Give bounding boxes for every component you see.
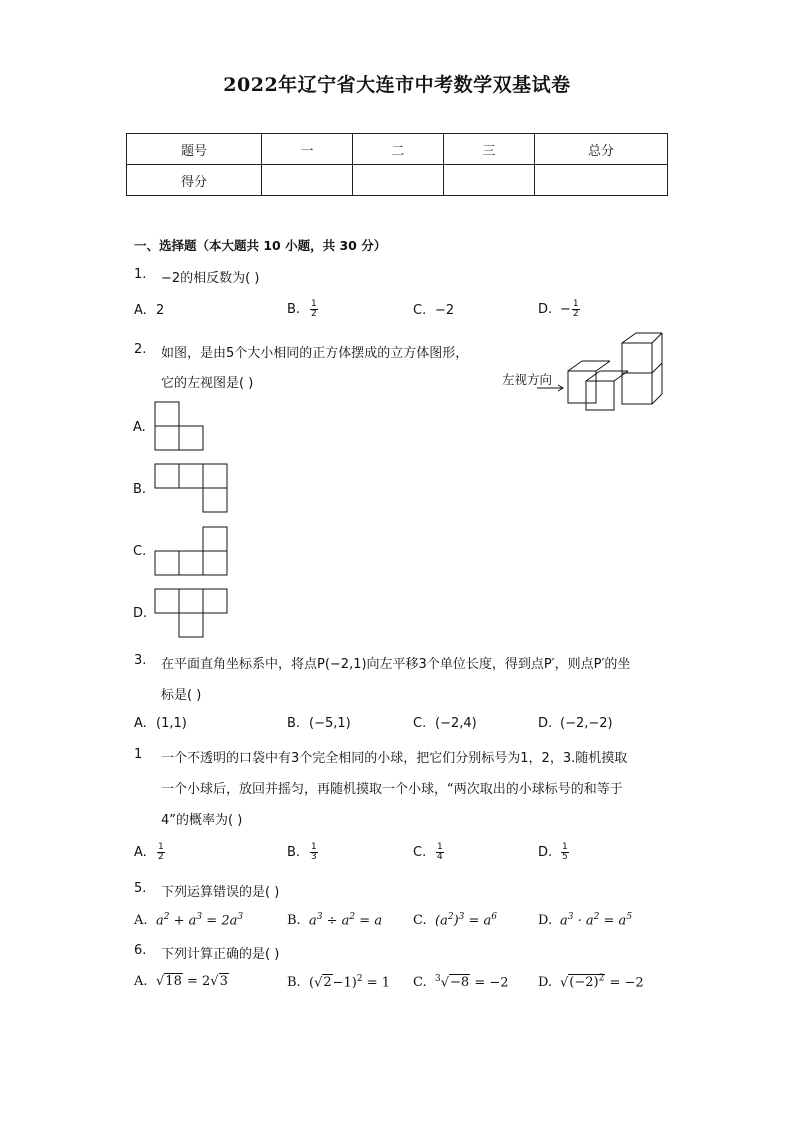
question-stem: −2的相反数为( ) [161, 271, 260, 286]
section-heading: 一、选择题（本大题共 10 小题，共 30 分） [134, 238, 387, 253]
minus-sign: − [560, 302, 571, 317]
option-label: C. [413, 716, 427, 731]
option-value: (−2,4) [435, 716, 477, 731]
fraction: $\frac{1}{2}$ [572, 299, 579, 319]
question-stem: 下列计算正确的是( ) [161, 947, 280, 962]
option-b [287, 843, 319, 862]
option-d [538, 843, 570, 862]
option-a: A. √18 = 2√3 [134, 974, 228, 989]
option-label: D. [538, 302, 553, 317]
option-label: A. [133, 420, 146, 435]
score-header-cell: 题号 [127, 134, 262, 165]
question-number: 6. [134, 943, 147, 958]
option-c: C. $^3$√−8 = −2 [413, 974, 509, 991]
direction-label: 左视方向 [502, 372, 553, 387]
option-c [413, 716, 477, 731]
option-label: D. [538, 913, 553, 929]
question-number: 2. [134, 342, 147, 357]
fraction: $\frac{1}{2}$ [158, 842, 164, 862]
option-label: B. [287, 716, 301, 731]
page-title: 2022年辽宁省大连市中考数学双基试卷 [223, 74, 571, 96]
option-a: A. $a^2 + a^3 = 2a^3$ [134, 912, 244, 929]
option-label: B. [287, 302, 301, 317]
option-label: A. [134, 303, 147, 318]
option-label: B. [287, 975, 301, 991]
option-label: D. [133, 606, 148, 621]
option-c: C. $(a^2)^3 = a^6$ [413, 912, 498, 929]
fraction: $\frac{1}{2}$ [311, 299, 317, 319]
option-value: (1,1) [156, 716, 187, 731]
question-stem: 在平面直角坐标系中，将点P(−2,1)向左平移3个单位长度，得到点P′，则点P′的坐 [161, 657, 631, 672]
option-label: C. [413, 913, 427, 929]
option-label: C. [413, 845, 427, 860]
option-label: D. [538, 845, 553, 860]
option-label: A. [134, 974, 148, 989]
option-label: D. [538, 716, 553, 731]
question-number: 3. [134, 653, 147, 668]
question-stem: 一个不透明的口袋中有3个完全相同的小球，把它们分别标号为1，2，3.随机摸取 [161, 751, 628, 766]
option-label: C. [133, 544, 147, 559]
score-row-label: 得分 [127, 165, 262, 196]
option-b [287, 716, 351, 731]
question-stem: 一个小球后，放回并摇匀，再随机摸取一个小球，“两次取出的小球标号的和等于 [161, 782, 623, 797]
score-header-cell: 一 [262, 134, 353, 165]
score-header-cell: 总分 [535, 134, 668, 165]
option-value: 2 [156, 303, 165, 318]
score-header-cell: 二 [353, 134, 444, 165]
option-d [538, 716, 613, 731]
question-stem: 如图，是由5个大小相同的正方体摆成的立方体图形， [161, 346, 469, 361]
option-label: C. [413, 975, 427, 991]
option-label: A. [134, 913, 148, 929]
question-stem: 标是( ) [161, 688, 202, 703]
fraction: $\frac{1}{5}$ [562, 842, 568, 862]
option-value: (−2,−2) [560, 716, 613, 731]
question-number: 1 [134, 747, 143, 762]
option-label: B. [133, 482, 147, 497]
option-a [134, 716, 187, 731]
score-header-cell: 三 [444, 134, 535, 165]
option-label: A. [134, 845, 147, 860]
option-label: B. [287, 845, 301, 860]
question-stem: 4”的概率为( ) [161, 813, 243, 828]
option-value: (−5,1) [309, 716, 351, 731]
fraction: $\frac{1}{4}$ [437, 842, 443, 862]
option-label: C. [413, 303, 427, 318]
question-stem: 下列运算错误的是( ) [161, 885, 280, 900]
option-b: B. $a^3 \div a^2 = a$ [287, 912, 383, 929]
question-stem: 它的左视图是( ) [161, 376, 254, 391]
option-c [413, 843, 445, 862]
option-label: A. [134, 716, 147, 731]
option-d: D. $a^3 \cdot a^2 = a^5$ [538, 912, 633, 929]
option-label: B. [287, 913, 301, 929]
fraction: $\frac{1}{3}$ [311, 842, 317, 862]
option-value: −2 [435, 303, 455, 318]
option-d: D. $√(-2)^2 = -2$ [538, 974, 644, 991]
option-a [134, 843, 166, 862]
question-number: 1. [134, 267, 147, 282]
option-b: B. $(√2-1)^2 = 1$ [287, 974, 391, 991]
question-number: 5. [134, 881, 147, 896]
option-label: D. [538, 975, 553, 991]
